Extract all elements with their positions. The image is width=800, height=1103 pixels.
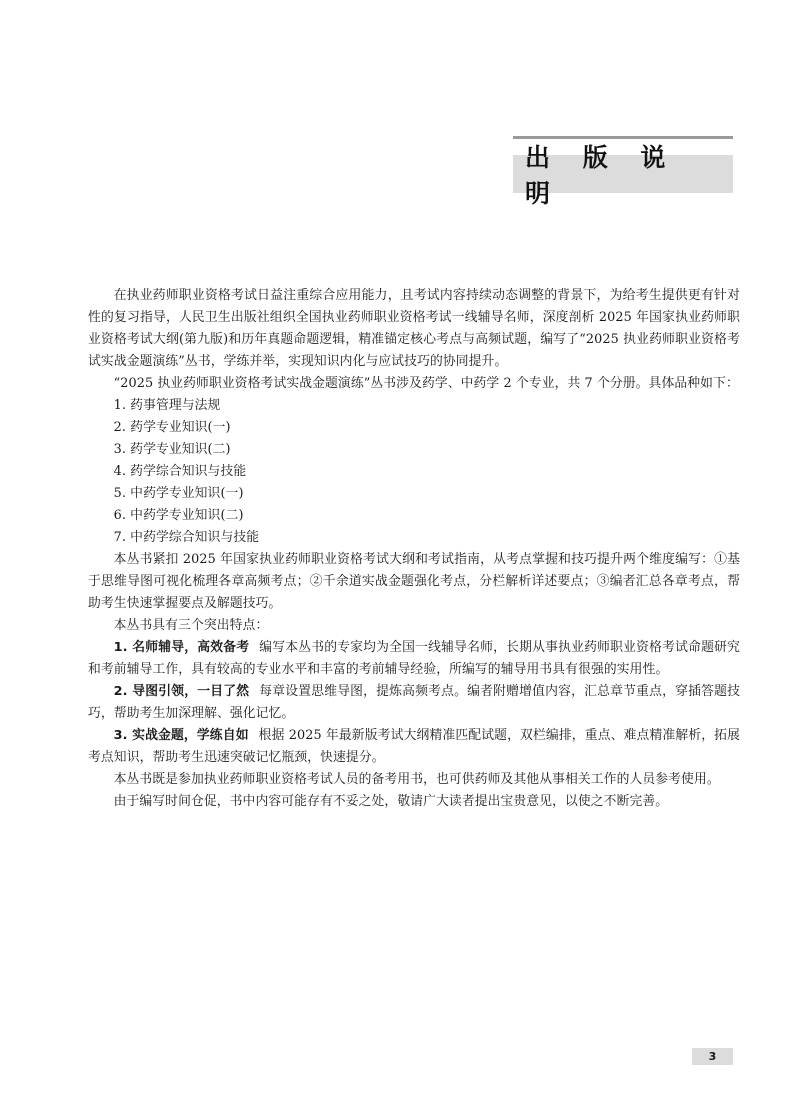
book-item: 3. 药学专业知识(二) [113, 442, 231, 457]
feature-item [88, 725, 740, 769]
feature-text: 每章设置思维导图，提炼高频考点。编者附赠增值内容，汇总章节重点，穿插答题技巧，帮助考生加深理解、强化记忆。 [88, 684, 741, 721]
usage-paragraph: 本丛书既是参加执业药师职业资格考试人员的备考用书，也可供药师及其他从事相关工作的人员参考使用。 [113, 772, 720, 787]
book-item: 1. 药事管理与法规 [113, 398, 221, 413]
intro-paragraph: 在执业药师职业资格考试日益注重综合应用能力，且考试内容持续动态调整的背景下，为给考生提供更有针对性的复习指导，人民卫生出版社组织全国执业药师职业资格考试一线辅导名师，深度剖析 2025 年国家执业药师职业资格考试大纲(第九版)和历年真题命题逻辑，精准锚定核心考点与高频试题，编写了“2025 执业药师职业资格考试实战金题演练”丛书，学练并举，实现知识内化与应试技巧的协同提升。 [88, 288, 740, 369]
feature-text: 根据 2025 年最新版考试大纲精准匹配试题，双栏编排，重点、难点精准解析，拓展考点知识，帮助考生迅速突破记忆瓶颈，快速提分。 [88, 728, 741, 765]
book-item: 2. 药学专业知识(一) [113, 420, 231, 435]
feature-heading: 2. 导图引领，一目了然 [113, 684, 250, 699]
book-item: 7. 中药学综合知识与技能 [113, 530, 260, 545]
approach-paragraph: 本丛书紧扣 2025 年国家执业药师职业资格考试大纲和考试指南，从考点掌握和技巧提升两个维度编写：①基于思维导图可视化梳理各章高频考点；②千余道实战金题强化考点，分栏解析详述要点；③编者汇总各章考点，帮助考生快速掌握要点及解题技巧。 [88, 552, 740, 611]
book-item: 4. 药学综合知识与技能 [113, 464, 247, 479]
body-text [88, 285, 740, 813]
feature-item [88, 681, 740, 725]
book-list [88, 395, 740, 549]
feature-item [88, 637, 740, 681]
series-paragraph: “2025 执业药师职业资格考试实战金题演练”丛书涉及药学、中药学 2 个专业，共 7 个分册。具体品种如下： [113, 376, 739, 391]
feature-text: 编写本丛书的专家均为全国一线辅导名师，长期从事执业药师职业资格考试命题研究和考前辅导工作，具有较高的专业水平和丰富的考前辅导经验，所编写的辅导用书具有很强的实用性。 [88, 640, 741, 677]
page-title: 出 版 说 明 [525, 143, 678, 208]
feature-heading: 3. 实战金题，学练自如 [113, 728, 249, 743]
book-item: 6. 中药学专业知识(二) [113, 508, 244, 523]
feature-heading: 1. 名师辅导，高效备考 [113, 640, 250, 655]
features-intro: 本丛书具有三个突出特点： [113, 618, 269, 633]
book-item: 5. 中药学专业知识(一) [113, 486, 244, 501]
page-title-box [513, 143, 733, 208]
page-number: 3 [692, 1048, 733, 1065]
closing-paragraph: 由于编写时间仓促，书中内容可能存有不妥之处，敬请广大读者提出宝贵意见，以使之不断完善。 [113, 794, 669, 809]
